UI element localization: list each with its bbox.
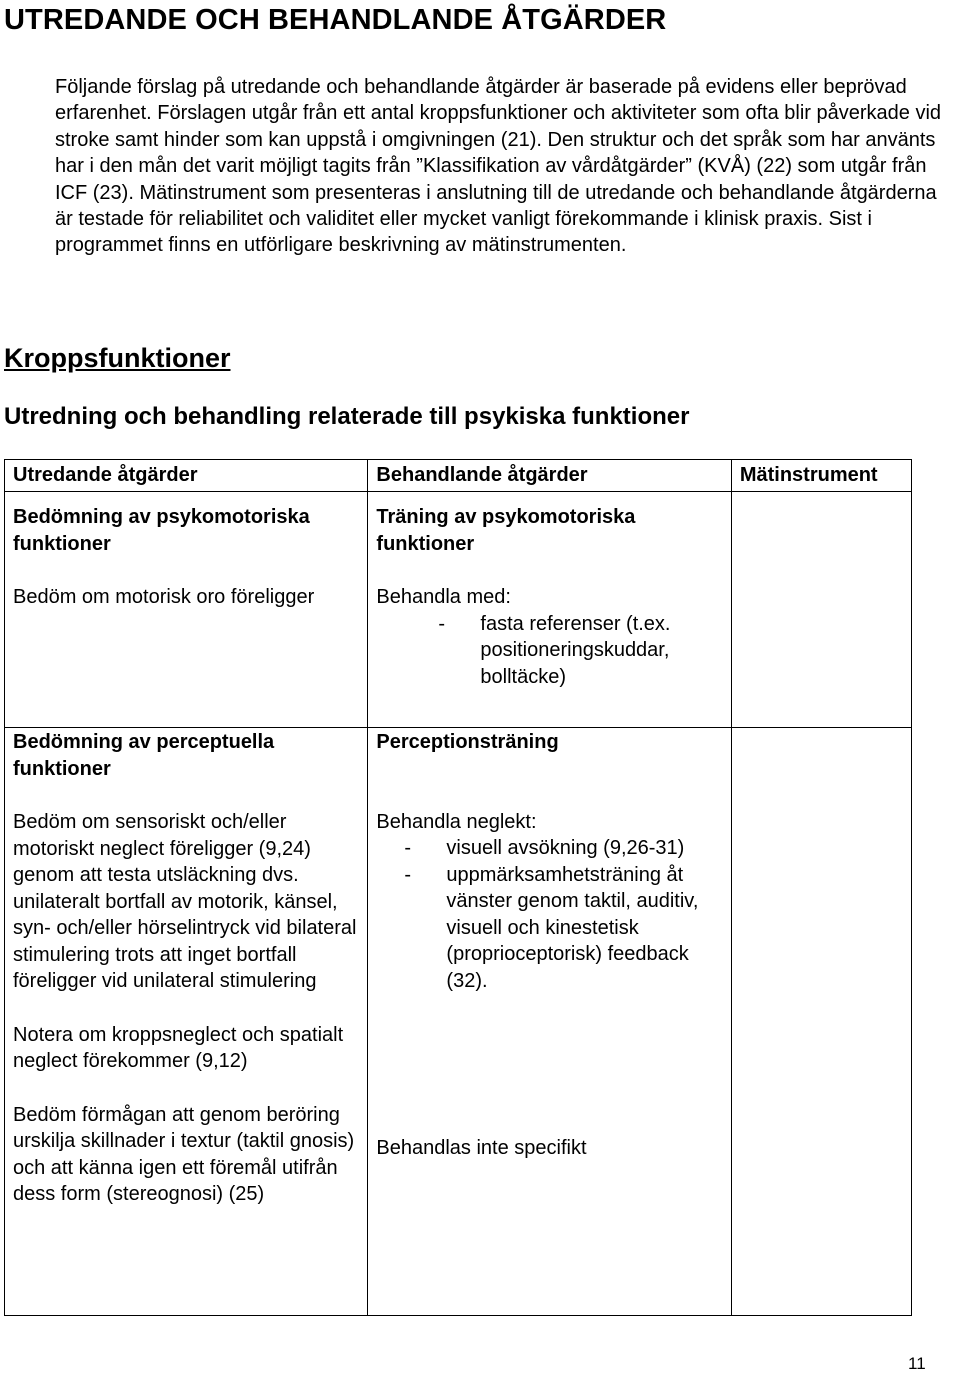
assessment-heading: Bedömning av psykomotoriska funktioner [13, 506, 310, 555]
list-item-text: fasta referenser (t.ex. positioneringskuddar, bolltäcke) [480, 612, 671, 688]
assessment-text: Notera om kroppsneglect och spatialt neglect förekommer (9,12) [13, 1023, 344, 1072]
treatment-cell [368, 728, 731, 1316]
dash-bullet: - [404, 863, 412, 886]
assessment-text: Bedöm förmågan att genom beröring urskilja skillnader i textur (taktil gnosis) och att känna igen ett föremål utifrån dess form (stereognosi) (25) [13, 1103, 355, 1205]
treatment-list [376, 611, 730, 691]
list-item [438, 611, 730, 691]
list-item [404, 862, 730, 995]
table-header-row [5, 460, 912, 492]
treatment-list [376, 835, 730, 994]
treatment-heading: Perceptionsträning [376, 731, 559, 753]
assessment-text: Bedöm om motorisk oro föreligger [13, 586, 315, 608]
list-item-text: visuell avsökning (9,26-31) [446, 837, 685, 859]
measures-table [4, 459, 912, 1316]
header-treatment: Behandlande åtgärder [368, 460, 731, 492]
header-assessment: Utredande åtgärder [5, 460, 368, 492]
treatment-text: Behandlas inte specifikt [376, 1137, 587, 1159]
intro-paragraph: Följande förslag på utredande och behandlande åtgärder är baserade på evidens eller beprövad erfarenhet. Förslagen utgår från ett antal kroppsfunktioner och aktiviteter som ofta blir påverkade vid stroke samt hinder som kan uppstå i omgivningen (21). Den struktur och det språk som har använts har i den mån det varit möjligt tagits från ”Klassifikation av vårdåtgärder” (KVÅ) (22) som utgår från ICF (23). Mätinstrument som presenteras i anslutning till de utredande och behandlande åtgärderna är testade för reliabilitet och validitet eller mycket vanligt förekommande i klinisk praxis. Sist i programmet finns en utförligare beskrivning av mätinstrumenten. [55, 76, 942, 257]
table-row [5, 492, 912, 728]
list-item-text: uppmärksamhetsträning åt vänster genom taktil, auditiv, visuell och kinestetisk (proprioceptorisk) feedback (32). [446, 863, 699, 992]
treatment-text: Behandla neglekt: [376, 810, 537, 833]
assessment-cell [5, 728, 368, 1316]
treatment-cell [368, 492, 731, 728]
table-row [5, 728, 912, 1316]
list-item [404, 835, 730, 862]
assessment-heading: Bedömning av perceptuella funktioner [13, 731, 275, 780]
section-title: Kroppsfunktioner [4, 343, 231, 373]
assessment-text: Bedöm om sensoriskt och/eller motoriskt neglect föreligger (9,24) genom att testa utsläckning dvs. unilateralt bortfall av motorik, känsel, syn- och/eller hörselintryck vid bilateral stimulering trots att inget bortfall föreligger vid unilateral stimulering [13, 811, 357, 992]
page-title: UTREDANDE OCH BEHANDLANDE ÅTGÄRDER [4, 4, 667, 36]
header-instrument: Mätinstrument [731, 460, 911, 492]
dash-bullet: - [404, 837, 412, 859]
instrument-cell [731, 728, 911, 1316]
treatment-text: Behandla med: [376, 586, 511, 608]
assessment-cell [5, 492, 368, 728]
instrument-cell [731, 492, 911, 728]
dash-bullet: - [438, 612, 446, 635]
page-number: 11 [908, 1354, 926, 1373]
treatment-heading: Träning av psykomotoriska funktioner [376, 506, 636, 555]
subsection-title: Utredning och behandling relaterade till psykiska funktioner [4, 403, 690, 430]
